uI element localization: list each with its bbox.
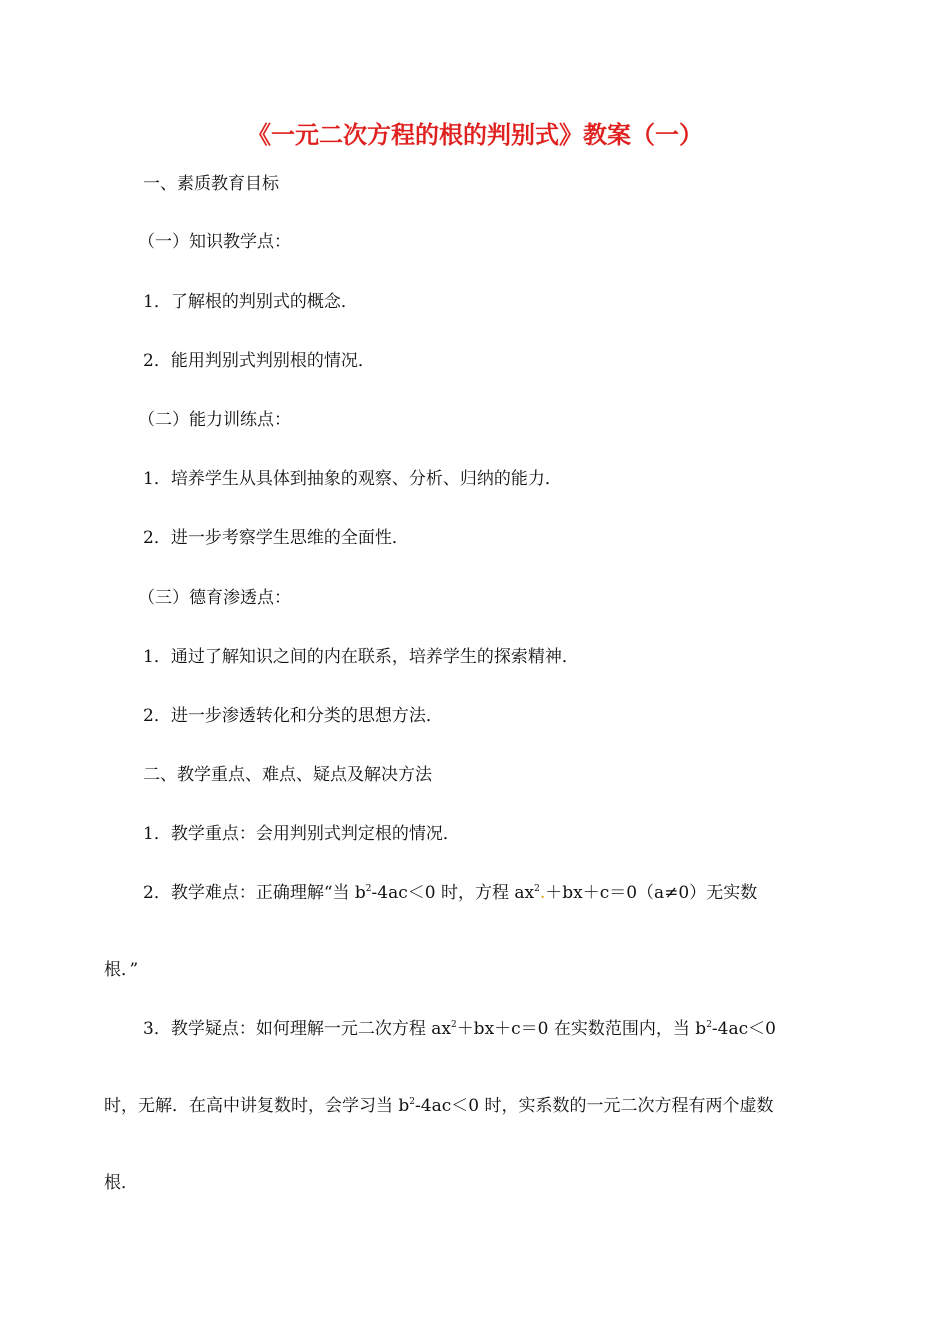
moral-item-2: 2．进一步渗透转化和分类的思想方法． <box>143 706 443 726</box>
doubt-point-continuation-1 <box>104 1094 773 1118</box>
doubt-point-continuation-2: 根． <box>104 1173 138 1193</box>
superscript-2: 2 <box>534 884 540 894</box>
superscript-2: 2 <box>706 1020 712 1030</box>
doubt-point-item <box>143 1017 776 1041</box>
subsection-moral-heading: （三）德育渗透点： <box>138 588 291 608</box>
section-1-heading: 一、素质教育目标 <box>143 174 279 194</box>
ability-item-1: 1．培养学生从具体到抽象的观察、分析、归纳的能力． <box>143 469 562 489</box>
doubt-point-text-a: 3．教学疑点：如何理解一元二次方程 ax <box>143 1019 451 1039</box>
knowledge-item-2: 2．能用判别式判别根的情况． <box>143 351 375 371</box>
difficult-point-text-b: -4ac＜0 时，方程 ax <box>371 883 535 903</box>
difficult-point-item <box>143 881 757 905</box>
superscript-2: 2 <box>450 1020 457 1030</box>
superscript-2: 2 <box>365 884 372 894</box>
knowledge-item-1: 1．了解根的判别式的概念． <box>143 292 358 312</box>
key-point-item: 1．教学重点：会用判别式判定根的情况． <box>143 824 460 844</box>
doubt-point-text-e: -4ac＜0 时，实系数的一元二次方程有两个虚数 <box>415 1096 774 1116</box>
superscript-2: 2 <box>409 1097 416 1107</box>
ability-item-2: 2．进一步考察学生思维的全面性． <box>143 528 409 548</box>
edit-mark: . <box>539 883 546 903</box>
subsection-ability-heading: （二）能力训练点： <box>138 410 291 430</box>
doubt-point-text-c: -4ac＜0 <box>711 1019 776 1039</box>
moral-item-1: 1．通过了解知识之间的内在联系，培养学生的探索精神． <box>143 647 579 667</box>
difficult-point-text-a: 2．教学难点：正确理解“当 b <box>143 883 366 903</box>
difficult-point-continuation: 根．” <box>104 960 139 980</box>
document-title: 《一元二次方程的根的判别式》教案（一） <box>247 121 703 149</box>
doubt-point-text-d: 时，无解．在高中讲复数时，会学习当 b <box>104 1096 410 1116</box>
section-2-heading: 二、教学重点、难点、疑点及解决方法 <box>143 765 432 785</box>
difficult-point-text-c: ＋bx＋c＝0（a≠0）无实数 <box>545 883 758 903</box>
subsection-knowledge-heading: （一）知识教学点： <box>138 232 291 252</box>
doubt-point-text-b: ＋bx＋c＝0 在实数范围内，当 b <box>456 1019 707 1039</box>
